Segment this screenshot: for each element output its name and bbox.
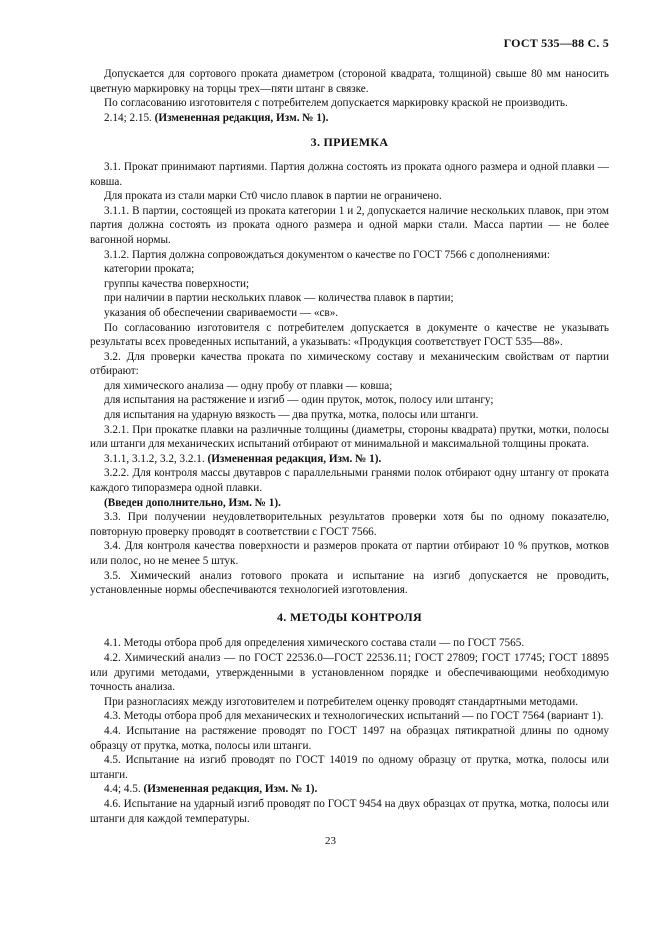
paragraph-4-2: 4.2. Химический анализ — по ГОСТ 22536.0—ГОСТ 22536.11; ГОСТ 27809; ГОСТ 17745; ГОСТ 18895 или другими методами, утвержденными в установленном порядке и обеспечивающими необходимую точность анализа.	[90, 651, 609, 694]
edit-text: (Измененная редакция, Изм. № 1).	[143, 783, 318, 796]
list-item: для испытания на ударную вязкость — два прутка, мотка, полосы или штанги.	[104, 409, 479, 422]
list-item: указания об обеспечении свариваемости — «св».	[104, 306, 339, 319]
list-item: для химического анализа — одну пробу от плавки — ковша;	[104, 379, 393, 392]
edit-note-added	[90, 496, 609, 511]
paragraph-3-1-1: 3.1.1. В партии, состоящей из проката категории 1 и 2, допускается наличие нескольких плавок, при этом партия должна состоять из проката одного размера и одной марки стали. Масса партии — не более вагонной нормы.	[90, 204, 609, 246]
paragraph-3-5: 3.5. Химический анализ готового проката и испытание на изгиб допускается не проводить, установленные нормы обеспечиваются технологией изготовления.	[90, 569, 609, 597]
document-body	[90, 67, 609, 826]
paragraph-3-2-1: 3.2.1. При прокатке плавки на различные толщины (диаметры, стороны квадрата) прутки, мотки, полосы или штанги для механических испытаний отбирают от минимальной и максимальной толщины проката.	[90, 423, 609, 451]
edit-ref: 4.4; 4.5.	[104, 783, 144, 796]
paragraph-4-6: 4.6. Испытание на ударный изгиб проводят по ГОСТ 9454 на двух образцах от прутка, мотка, полосы или штанги для каждой температуры.	[90, 797, 609, 825]
edit-text: (Измененная редакция, Изм. № 1).	[154, 111, 329, 124]
section-title-control-methods: 4. МЕТОДЫ КОНТРОЛЯ	[276, 609, 423, 624]
edit-text: (Измененная редакция, Изм. № 1).	[207, 452, 382, 465]
list-item: при наличии в партии нескольких плавок — количества плавок в партии;	[104, 292, 454, 305]
paragraph-3-1-st0: Для проката из стали марки Ст0 число плавок в партии не ограничено.	[104, 190, 442, 203]
paragraph-3-4: 3.4. Для контроля качества поверхности и размеров проката от партии отбирают 10 % прутков, мотков или полос, но не менее 5 штук.	[90, 540, 609, 567]
paragraph-marking-color: Допускается для сортового проката диаметром (стороной квадрата, толщиной) свыше 80 мм наносить цветную маркировку на торцы трех—пяти штанг в связке.	[90, 68, 609, 95]
list-item: для испытания на растяжение и изгиб — один пруток, моток, полосу или штангу;	[104, 394, 494, 407]
edit-note-3	[90, 452, 609, 467]
paragraph-3-2-2: 3.2.2. Для контроля массы двутавров с параллельными гранями полок отбирают одну штангу от проката каждого типоразмера одной плавки.	[90, 467, 609, 495]
list-item: категории проката;	[104, 263, 195, 276]
paragraph-document-quality: По согласованию изготовителя с потребителем допускается в документе о качестве не указывать результаты всех проведенных испытаний, а указывать: «Продукция соответствует ГОСТ 535—88».	[90, 321, 609, 349]
paragraph-disagreement: При разногласиях между изготовителем и потребителем оценку проводят стандартными методами.	[104, 695, 578, 708]
edit-ref: 2.14; 2.15.	[104, 111, 155, 124]
paragraph-marking-paint: По согласованию изготовителя с потребителем допускается маркировку краской не производить.	[104, 97, 568, 110]
paragraph-4-1: 4.1. Методы отбора проб для определения химического состава стали — по ГОСТ 7565.	[104, 637, 525, 650]
paragraph-4-4: 4.4. Испытание на растяжение проводят по ГОСТ 1497 на образцах пятикратной длины по одному образцу от прутка, мотка, полосы или штанги.	[90, 724, 609, 752]
list-item: группы качества поверхности;	[104, 277, 250, 290]
edit-text: (Введен дополнительно, Изм. № 1).	[104, 496, 281, 509]
section-title-acceptance: 3. ПРИЕМКА	[310, 135, 389, 150]
paragraph-3-1-2: 3.1.2. Партия должна сопровождаться документом о качестве по ГОСТ 7566 с дополнениями:	[104, 248, 551, 261]
page-number: 23	[325, 835, 336, 847]
page-header: ГОСТ 535—88 С. 5	[503, 36, 609, 50]
paragraph-4-3: 4.3. Методы отбора проб для механических и технологических испытаний — по ГОСТ 7564 (вариант 1).	[104, 710, 604, 723]
edit-ref: 3.1.1, 3.1.2, 3.2, 3.2.1.	[104, 452, 208, 465]
paragraph-3-2: 3.2. Для проверки качества проката по химическому составу и механическим свойствам от партии отбирают:	[90, 350, 609, 378]
paragraph-3-3: 3.3. При получении неудовлетворительных результатов проверки хотя бы по одному показателю, повторную проверку проводят в соответствии с ГОСТ 7566.	[90, 511, 609, 538]
paragraph-4-5: 4.5. Испытание на изгиб проводят по ГОСТ 14019 по одному образцу от прутка, мотка, полосы или штанги.	[90, 754, 609, 781]
edit-note-2-14	[90, 111, 609, 126]
paragraph-3-1: 3.1. Прокат принимают партиями. Партия должна состоять из проката одного размера и одной плавки — ковша.	[90, 160, 609, 188]
edit-note-4	[90, 782, 609, 797]
